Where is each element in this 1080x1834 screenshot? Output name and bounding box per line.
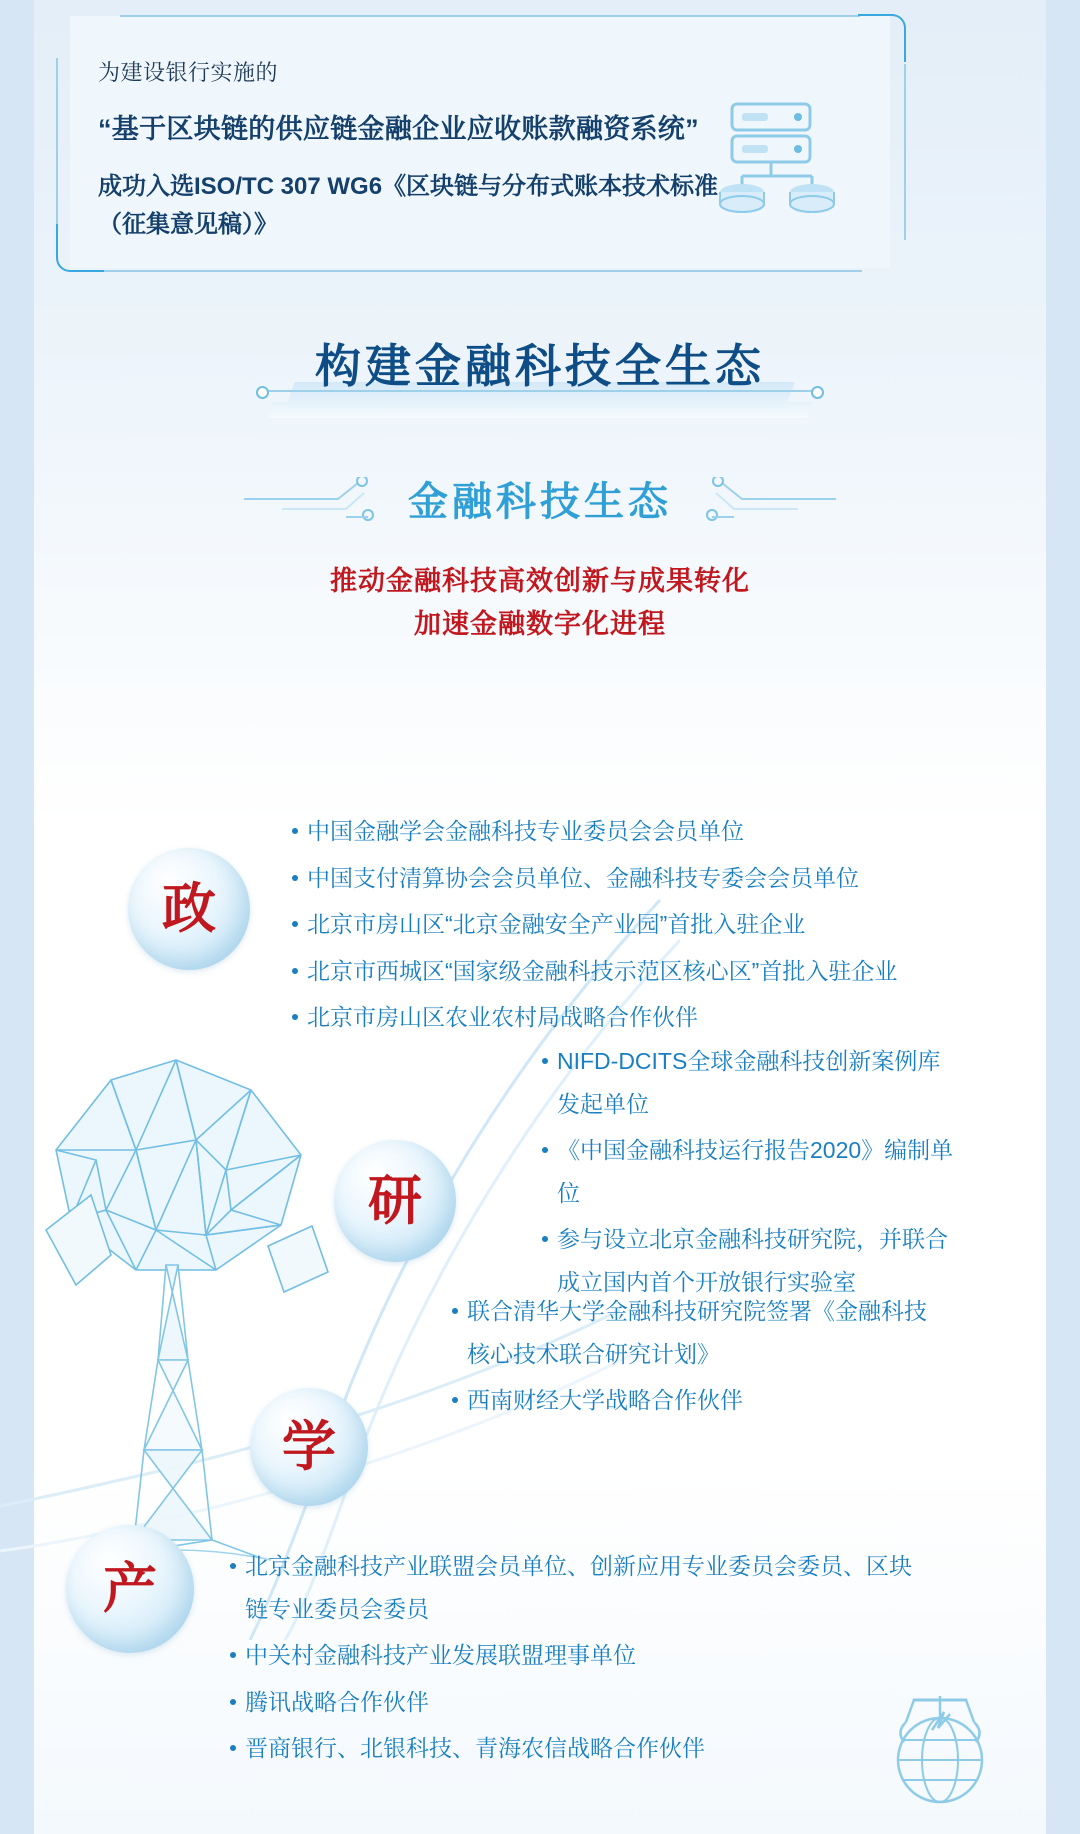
list-item: 北京金融科技产业联盟会员单位、创新应用专业委员会委员、区块链专业委员会委员 xyxy=(228,1545,918,1630)
page-edge-right xyxy=(1046,0,1080,1834)
top-highlight-card xyxy=(60,8,900,280)
list-item: NIFD-DCITS全球金融科技创新案例库发起单位 xyxy=(540,1040,960,1125)
section-decor-left-icon xyxy=(242,477,392,521)
globe-network-icon xyxy=(870,1682,1010,1808)
section-title-wrap xyxy=(408,470,672,527)
card-text-block xyxy=(98,56,738,244)
bullet-group-xue xyxy=(450,1290,930,1426)
section-subtitle xyxy=(0,560,1080,646)
section-title-text: 金融科技生态 xyxy=(408,480,672,524)
database-server-icon xyxy=(712,100,844,226)
bullet-group-yan xyxy=(540,1040,960,1307)
list-item: 西南财经大学战略合作伙伴 xyxy=(450,1379,930,1422)
bubble-zheng-label: 政 xyxy=(162,879,216,939)
main-title-section xyxy=(0,330,1080,396)
card-border-left xyxy=(56,58,58,240)
bubble-zheng xyxy=(128,848,250,970)
card-border-right xyxy=(904,64,906,240)
card-border-top xyxy=(120,15,860,17)
subtitle-line-2: 加速金融数字化进程 xyxy=(414,609,666,640)
list-item: 中关村金融科技产业发展联盟理事单位 xyxy=(228,1634,918,1677)
bubble-yan-label: 研 xyxy=(368,1171,422,1231)
page-title: 构建金融科技全生态 xyxy=(315,340,765,392)
bullet-group-zheng xyxy=(290,810,930,1043)
bubble-yan xyxy=(334,1140,456,1262)
list-item: 中国支付清算协会会员单位、金融科技专委会会员单位 xyxy=(290,857,930,900)
bubble-xue xyxy=(250,1388,368,1506)
list-item: 北京市房山区农业农村局战略合作伙伴 xyxy=(290,996,930,1039)
list-item: 北京市房山区“北京金融安全产业园”首批入驻企业 xyxy=(290,903,930,946)
bubble-chan xyxy=(66,1525,194,1653)
list-item: 《中国金融科技运行报告2020》编制单位 xyxy=(540,1129,960,1214)
card-sub-quote: 《区块链与分布式账本技术标准（征集意见稿）》 xyxy=(98,172,719,238)
bubble-chan-label: 产 xyxy=(103,1559,157,1619)
section-decor-right-icon xyxy=(688,477,838,521)
card-corner-bottom-left xyxy=(56,224,104,272)
list-item: 联合清华大学金融科技研究院签署《金融科技核心技术联合研究计划》 xyxy=(450,1290,930,1375)
card-lead-text: 为建设银行实施的 xyxy=(98,60,279,85)
list-item: 腾讯战略合作伙伴 xyxy=(228,1681,918,1724)
card-sub-line xyxy=(98,168,738,245)
card-sub-prefix: 成功入选ISO/TC 307 WG6 xyxy=(98,172,383,200)
bubble-xue-label: 学 xyxy=(282,1417,336,1477)
list-item: 晋商银行、北银科技、青海农信战略合作伙伴 xyxy=(228,1727,918,1770)
card-main-quote: “基于区块链的供应链金融企业应收账款融资系统” xyxy=(98,114,699,144)
list-item: 中国金融学会金融科技专业委员会会员单位 xyxy=(290,810,930,853)
list-item: 北京市西城区“国家级金融科技示范区核心区”首批入驻企业 xyxy=(290,950,930,993)
subtitle-line-1: 推动金融科技高效创新与成果转化 xyxy=(330,566,750,596)
bullet-group-chan xyxy=(228,1545,918,1774)
section-heading xyxy=(0,470,1080,527)
plate-shape-b xyxy=(267,402,813,418)
list-item: 参与设立北京金融科技研究院，并联合成立国内首个开放银行实验室 xyxy=(540,1218,960,1303)
card-corner-top-right xyxy=(858,14,906,62)
card-border-bottom xyxy=(102,270,862,272)
